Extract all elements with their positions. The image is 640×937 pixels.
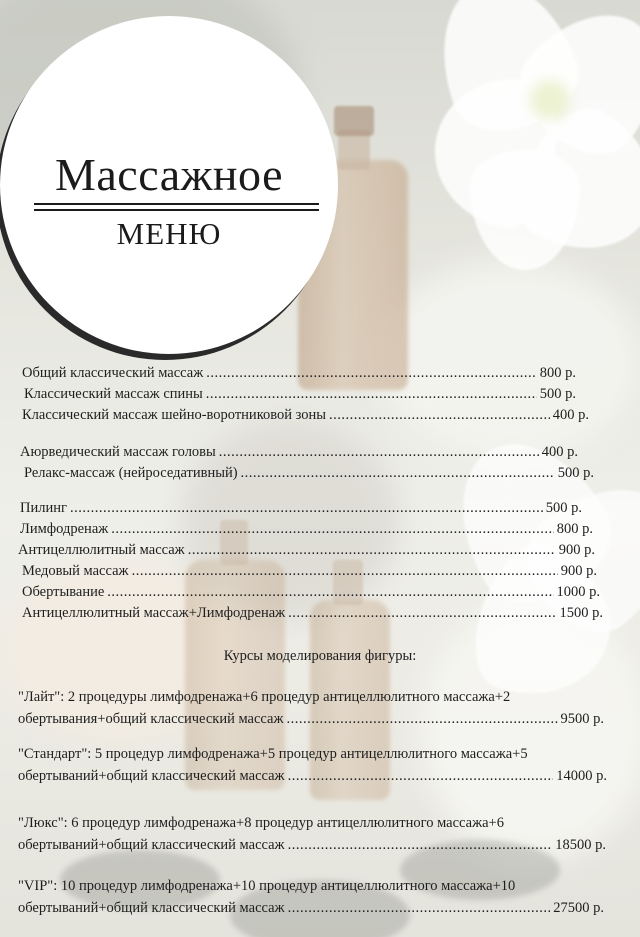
service-price: 900 р. xyxy=(560,563,597,579)
service-price: 500 р. xyxy=(539,386,576,402)
leader-dots xyxy=(288,605,556,622)
course-price-row xyxy=(18,900,604,917)
price-row xyxy=(22,563,597,580)
service-price: 500 р. xyxy=(545,500,582,516)
course-price-row xyxy=(18,711,604,728)
service-price: 1500 р. xyxy=(559,605,603,621)
price-row xyxy=(22,584,600,601)
price-row xyxy=(22,407,589,424)
course-price: 14000 р. xyxy=(556,768,607,784)
service-name: Аюрведический массаж головы xyxy=(20,444,216,460)
leader-dots xyxy=(288,900,551,917)
leader-dots xyxy=(241,465,555,482)
service-name: Обертывание xyxy=(22,584,105,600)
price-row xyxy=(24,465,594,482)
leader-dots xyxy=(188,542,556,559)
service-name: Пилинг xyxy=(20,500,67,516)
course-price-row xyxy=(18,768,607,785)
service-price: 400 р. xyxy=(552,407,589,423)
course-price-row xyxy=(18,837,606,854)
leader-dots xyxy=(206,386,537,403)
price-row xyxy=(18,542,595,559)
service-name: Антицеллюлитный массаж xyxy=(18,542,185,558)
leader-dots xyxy=(329,407,550,424)
service-name: Антицеллюлитный массаж+Лимфодренаж xyxy=(22,605,286,621)
leader-dots xyxy=(219,444,539,461)
price-row xyxy=(20,444,578,461)
service-name: Классический массаж шейно-воротниковой зоны xyxy=(22,407,327,423)
course-description: "VIP": 10 процедур лимфодренажа+10 процедур антицеллюлитного массажа+10 xyxy=(18,878,516,894)
price-row xyxy=(22,605,603,622)
course-description-end: обертываний+общий классический массаж xyxy=(18,837,285,853)
course-price: 18500 р. xyxy=(555,837,606,853)
leader-dots xyxy=(70,500,543,517)
price-row xyxy=(22,365,576,382)
service-price: 800 р. xyxy=(539,365,576,381)
course-description: "Лайт": 2 процедуры лимфодренажа+6 процедур антицеллюлитного массажа+2 xyxy=(18,689,511,705)
service-name: Релакс-массаж (нейроседативный) xyxy=(24,465,238,481)
menu-subtitle: МЕНЮ xyxy=(116,216,222,251)
course-description-end: обертывания+общий классический массаж xyxy=(18,711,284,727)
service-price: 1000 р. xyxy=(556,584,600,600)
course-price: 9500 р. xyxy=(560,711,604,727)
price-row xyxy=(24,386,576,403)
service-name: Лимфодренаж xyxy=(20,521,109,537)
courses-heading: Курсы моделирования фигуры: xyxy=(223,648,417,664)
title-double-rule xyxy=(34,203,319,211)
price-row xyxy=(20,500,582,517)
course-description: "Стандарт": 5 процедур лимфодренажа+5 процедур антицеллюлитного массажа+5 xyxy=(18,746,528,762)
leader-dots xyxy=(288,768,554,785)
course-description-end: обертываний+общий классический массаж xyxy=(18,768,285,784)
leader-dots xyxy=(132,563,558,580)
service-price: 800 р. xyxy=(556,521,593,537)
leader-dots xyxy=(107,584,553,601)
leader-dots xyxy=(111,521,553,538)
leader-dots xyxy=(206,365,537,382)
course-description-end: обертываний+общий классический массаж xyxy=(18,900,285,916)
service-price: 400 р. xyxy=(541,444,578,460)
title-circle xyxy=(0,16,338,354)
course-price: 27500 р. xyxy=(553,900,604,916)
course-description: "Люкс": 6 процедур лимфодренажа+8 процедур антицеллюлитного массажа+6 xyxy=(18,815,504,831)
service-name: Классический массаж спины xyxy=(24,386,203,402)
leader-dots xyxy=(288,837,553,854)
menu-title: Массажное xyxy=(54,149,283,200)
service-price: 500 р. xyxy=(557,465,594,481)
price-row xyxy=(20,521,593,538)
service-price: 900 р. xyxy=(558,542,595,558)
service-name: Медовый массаж xyxy=(22,563,129,579)
leader-dots xyxy=(286,711,557,728)
service-name: Общий классический массаж xyxy=(22,365,204,381)
